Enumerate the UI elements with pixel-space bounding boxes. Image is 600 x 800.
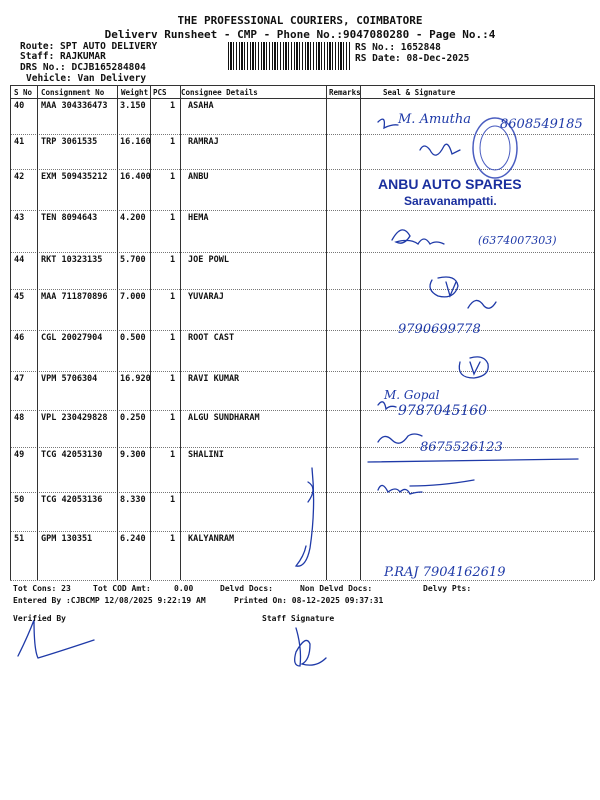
row-consignment-number: TEN 8094643 (41, 213, 98, 223)
row-pieces: 1 (170, 292, 176, 302)
row-weight: 6.240 (120, 534, 146, 544)
row-pieces: 1 (170, 534, 176, 544)
row-consignee: YUVARAJ (188, 292, 224, 302)
row-consignee: HEMA (188, 213, 209, 223)
row-consignee: ASAHA (188, 101, 214, 111)
row-pieces: 1 (170, 255, 176, 265)
row-serial-number: 44 (14, 255, 25, 265)
row-pieces: 1 (170, 413, 176, 423)
row-serial-number: 48 (14, 413, 25, 423)
row-serial-number: 46 (14, 333, 25, 343)
verified-by-label: Verified By (13, 614, 66, 623)
row-pieces: 1 (170, 450, 176, 460)
row-serial-number: 40 (14, 101, 25, 111)
total-cod-label: Tot COD Amt: (93, 584, 151, 593)
col-consignment: Consignment No (41, 88, 105, 97)
row-weight: 16.920 (120, 374, 151, 384)
company-title: THE PROFESSIONAL COURIERS, COIMBATORE (177, 14, 423, 27)
row-weight: 9.300 (120, 450, 146, 460)
row-pieces: 1 (170, 495, 176, 505)
handwritten-r51: P.RAJ 7904162619 (384, 565, 506, 580)
rs-date: RS Date: 08-Dec-2025 (355, 53, 470, 64)
total-consignments: Tot Cons: 23 (13, 584, 71, 593)
row-serial-number: 47 (14, 374, 25, 384)
route-label: Route: SPT AUTO DELIVERY (20, 41, 158, 52)
col-sno: S No (14, 88, 33, 97)
row-consignee: RAVI KUMAR (188, 374, 240, 384)
row-consignee: KALYANRAM (188, 534, 235, 544)
row-consignee: SHALINI (188, 450, 224, 460)
delivered-docs: Delvd Docs: (220, 584, 273, 593)
row-consignment-number: EXM 509435212 (41, 172, 108, 182)
row-weight: 4.200 (120, 213, 146, 223)
vehicle-label: Vehicle: Van Delivery (26, 73, 147, 84)
row-weight: 0.250 (120, 413, 146, 423)
row-pieces: 1 (170, 172, 176, 182)
drs-number: DRS No.: DCJB165284804 (20, 62, 146, 73)
handwritten-name-r47: M. Gopal (384, 388, 440, 402)
entered-by: Entered By :CJBCMP 12/08/2025 9:22:19 AM (13, 596, 206, 605)
row-pieces: 1 (170, 213, 176, 223)
rs-number: RS No.: 1652848 (355, 42, 441, 53)
row-consignment-number: VPL 230429828 (41, 413, 108, 423)
row-pieces: 1 (170, 101, 176, 111)
row-consignment-number: RKT 10323135 (41, 255, 103, 265)
row-consignee: ALGU SUNDHARAM (188, 413, 260, 423)
row-consignment-number: MAA 711870896 (41, 292, 108, 302)
row-serial-number: 43 (14, 213, 25, 223)
shop-name-stamp: ANBU AUTO SPARES (378, 176, 522, 192)
delivery-points: Delvy Pts: (423, 584, 472, 593)
col-seal-signature: Seal & Signature (383, 88, 456, 97)
row-consignee: ROOT CAST (188, 333, 235, 343)
non-delivered-docs: Non Delvd Docs: (300, 584, 373, 593)
row-consignment-number: GPM 130351 (41, 534, 93, 544)
handwritten-phone-r47: 9787045160 (398, 403, 488, 419)
row-weight: 16.160 (120, 137, 151, 147)
total-cod-value: 0.00 (174, 584, 194, 593)
row-consignment-number: MAA 304336473 (41, 101, 108, 111)
col-consignee: Consignee Details (181, 88, 258, 97)
row-pieces: 1 (170, 374, 176, 384)
row-serial-number: 50 (14, 495, 25, 505)
row-serial-number: 49 (14, 450, 25, 460)
col-pcs: PCS (153, 88, 167, 97)
staff-label: Staff: RAJKUMAR (20, 51, 106, 62)
runsheet-subtitle: Deliverv Runsheet - CMP - Phone No.:9047080280 - Page No.:4 (104, 28, 496, 41)
row-consignment-number: TRP 3061535 (41, 137, 98, 147)
col-weight: Weight (121, 88, 149, 97)
row-consignment-number: TCG 42053130 (41, 450, 103, 460)
row-serial-number: 45 (14, 292, 25, 302)
col-remarks: Remarks (329, 88, 361, 97)
printed-on: Printed On: 08-12-2025 09:37:31 (234, 596, 384, 605)
shop-place-stamp: Saravanampatti. (404, 194, 497, 208)
handwritten-phone-r43: (6374007303) (478, 234, 557, 247)
row-weight: 3.150 (120, 101, 146, 111)
row-consignee: RAMRAJ (188, 137, 219, 147)
row-serial-number: 42 (14, 172, 25, 182)
handwritten-phone-r48: 8675526123 (420, 440, 503, 455)
handwritten-name-r40: M. Amutha (398, 112, 472, 127)
row-consignee: ANBU (188, 172, 209, 182)
row-weight: 8.330 (120, 495, 146, 505)
row-weight: 0.500 (120, 333, 146, 343)
row-pieces: 1 (170, 137, 176, 147)
row-weight: 16.400 (120, 172, 151, 182)
row-weight: 7.000 (120, 292, 146, 302)
row-consignment-number: CGL 20027904 (41, 333, 103, 343)
row-serial-number: 41 (14, 137, 25, 147)
row-weight: 5.700 (120, 255, 146, 265)
handwritten-phone-r40: 8608549185 (500, 117, 583, 132)
row-serial-number: 51 (14, 534, 25, 544)
row-consignment-number: VPM 5706304 (41, 374, 98, 384)
staff-signature-label: Staff Signature (262, 614, 335, 623)
row-pieces: 1 (170, 333, 176, 343)
row-consignee: JOE POWL (188, 255, 229, 265)
handwritten-phone-r45: 9790699778 (398, 322, 481, 337)
row-consignment-number: TCG 42053136 (41, 495, 103, 505)
